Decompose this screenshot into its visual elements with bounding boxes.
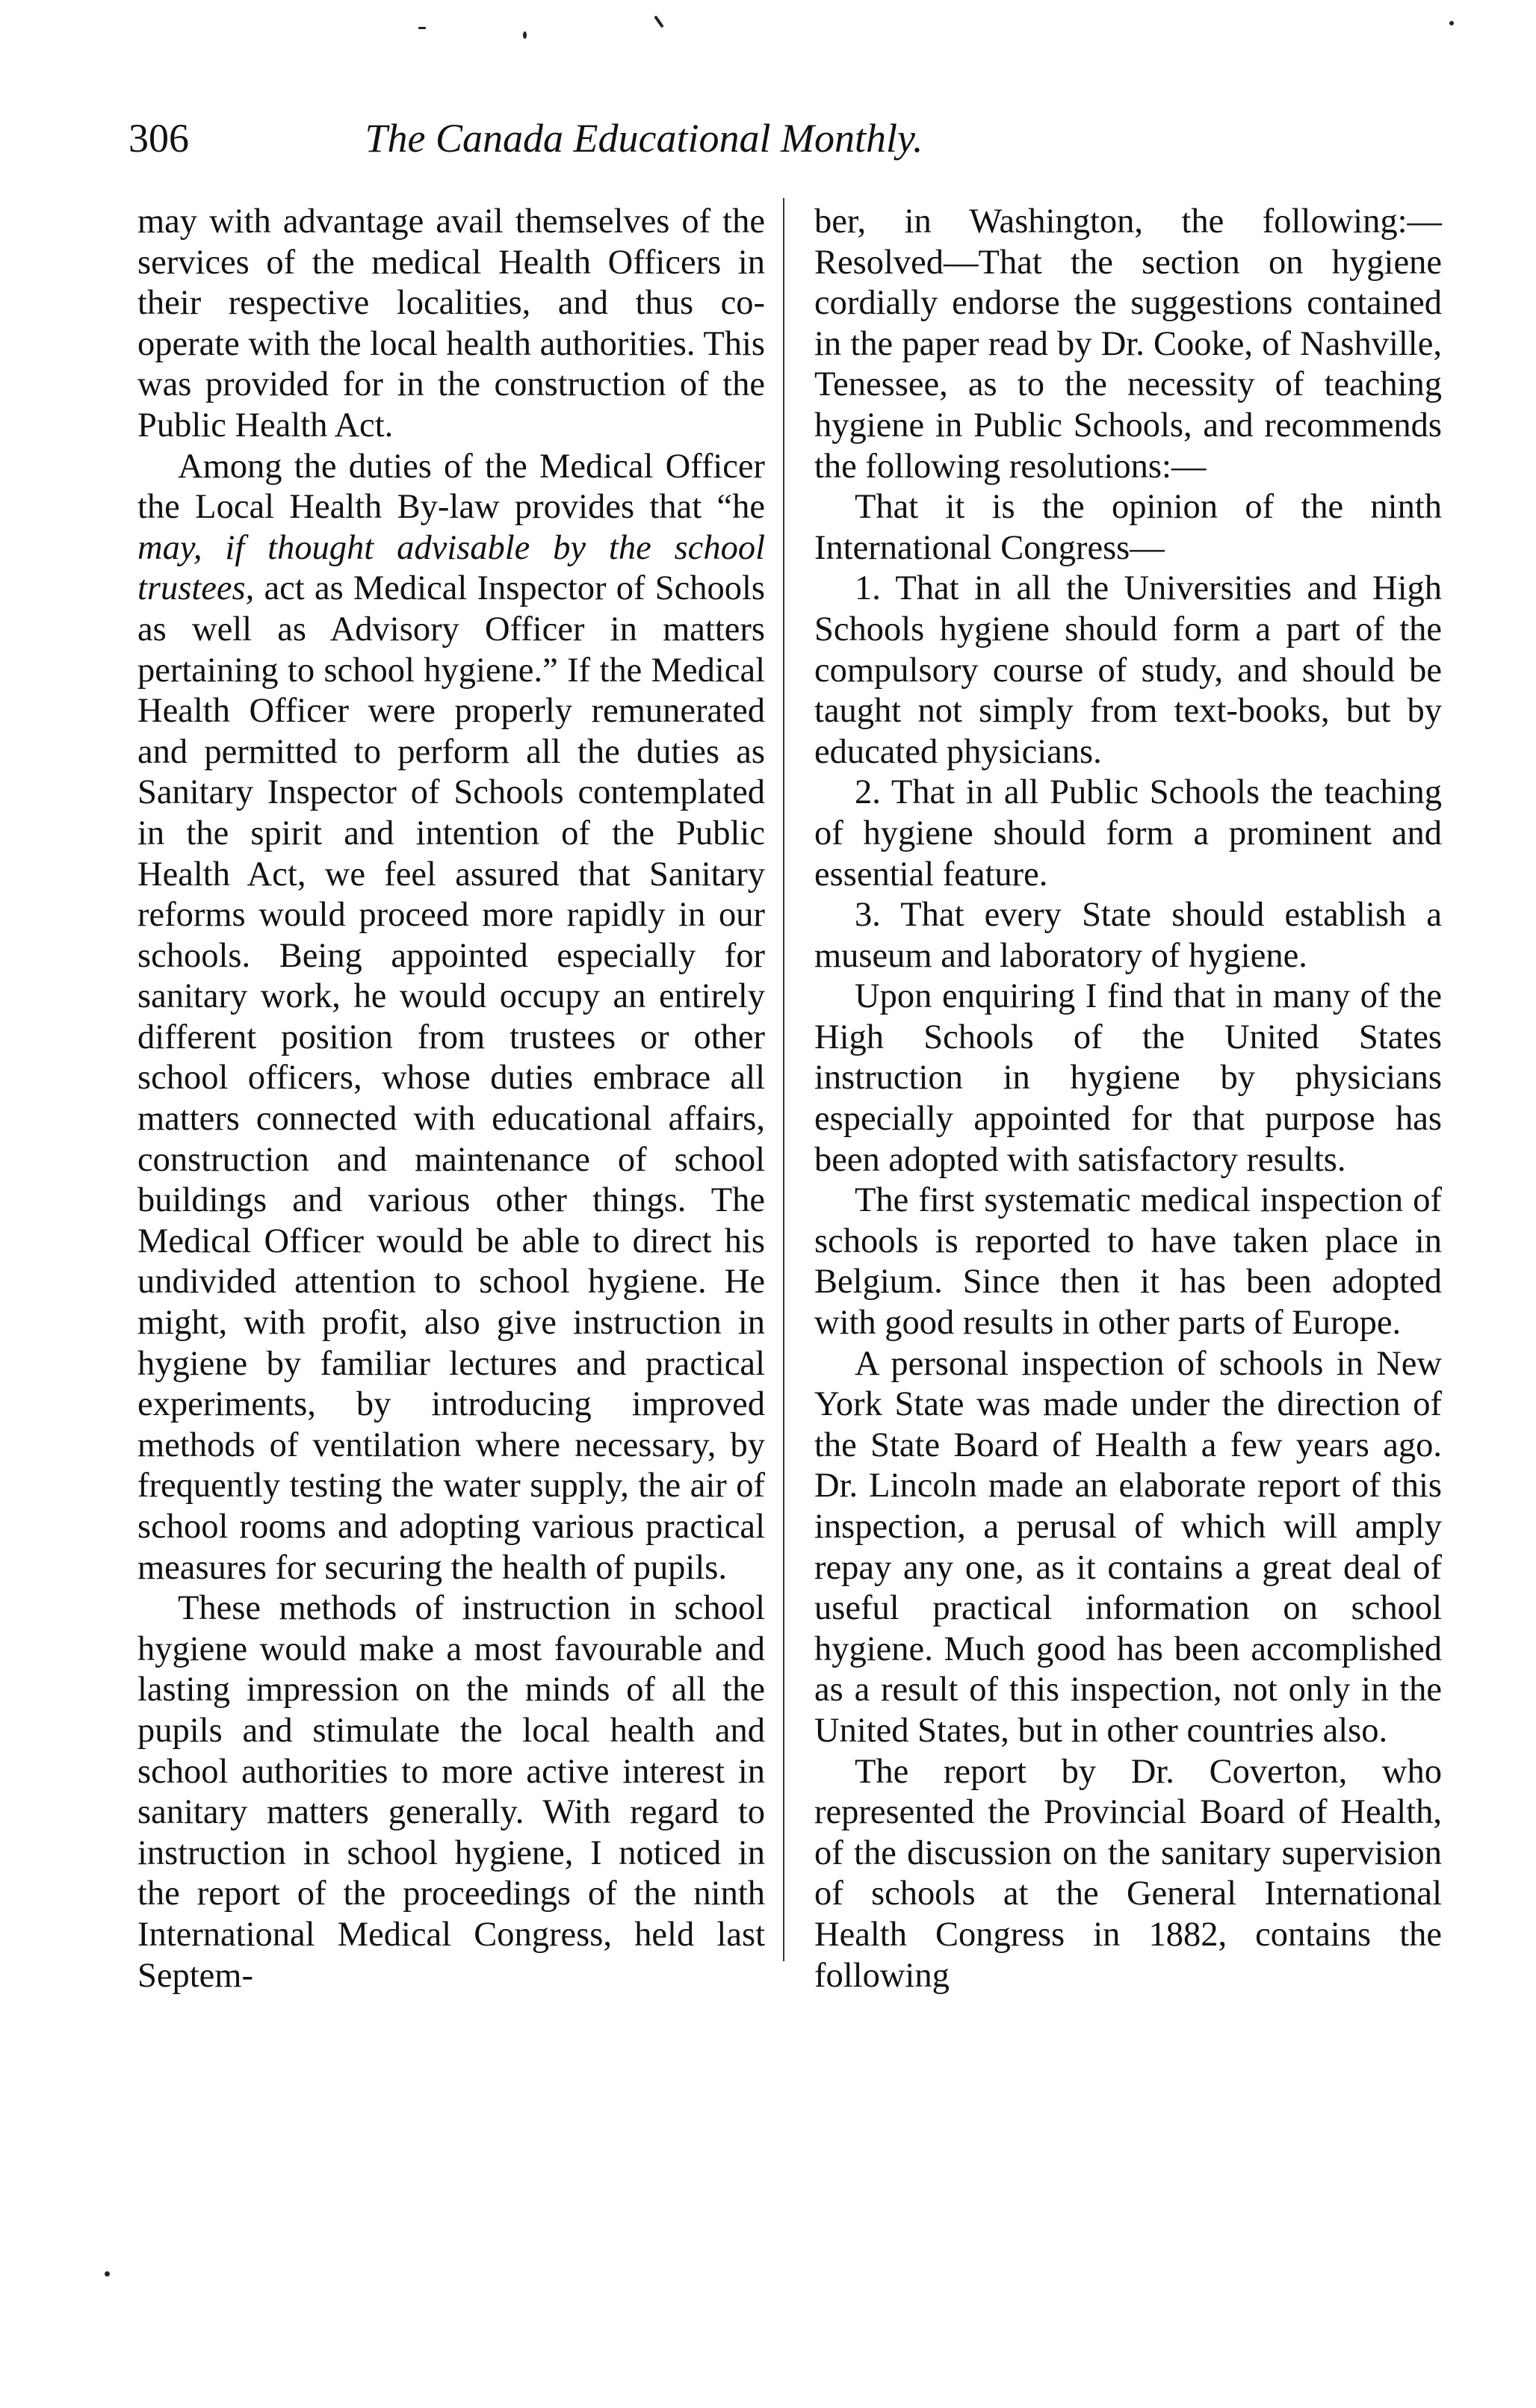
running-title: The Canada Educational Monthly. — [365, 116, 923, 161]
scan-speck — [418, 27, 426, 29]
scan-speck — [523, 31, 527, 39]
left-paragraph-2 — [137, 447, 765, 1589]
right-paragraph-4: 2. That in all Public Schools the teaching of hygiene should form a prominent and essential feature. — [814, 773, 1442, 894]
scan-speck — [1449, 21, 1454, 25]
left-paragraph-2-text-after: act as Medical Inspector of Schools as well as Advisory Officer in matters pertaining to school hygiene.” If the Medical Health Officer were properly remunerated and permitted to perform all the duties as Sanitary Inspector of Schools contemplated in the spirit and intention of the Public Health Act, we feel assured that Sanitary reforms would proceed more rapidly in our schools. Being appointed especially for sanitary work, he would occupy an entirely different position from trustees or other school officers, whose duties embrace all matters connected with educational affairs, construction and maintenance of school buildings and various other things. The Medical Officer would be able to direct his undivided attention to school hygiene. He might, with profit, also give instruction in hygiene by familiar lectures and practical experiments, by introducing improved methods of ventilation where necessary, by frequently testing the water supply, the air of school rooms and adopting various practical measures for securing the health of pupils. — [137, 569, 765, 1587]
left-paragraph-2-text-before: Among the duties of the Medical Officer the Local Health By-law provides that “he — [137, 447, 765, 527]
scan-speck — [654, 15, 664, 28]
left-paragraph-3: These methods of instruction in school hygiene would make a most favourable and lasting impression on the minds of all the pupils and stimulate the local health and school authorities to more active interest in sanitary matters generally. With regard to instruction in school hygiene, I noticed in the report of the proceedings of the ninth International Medical Congress, held last Septem- — [137, 1589, 765, 1995]
column-divider — [783, 198, 784, 1961]
right-paragraph-3: 1. That in all the Universities and High Schools hygiene should form a part of the compulsory course of study, and should be taught not simply from text-books, but by educated physicians. — [814, 569, 1442, 771]
right-paragraph-9: The report by Dr. Coverton, who represented the Provincial Board of Health, of the discussion on the sanitary supervision of schools at the General International Health Congress in 1882, contains the following — [814, 1752, 1442, 1995]
right-paragraph-7: The first systematic medical inspection of schools is reported to have taken place in Belgium. Since then it has been adopted with good results in other parts of Europe. — [814, 1181, 1442, 1343]
left-column — [137, 202, 765, 1996]
page-header — [128, 112, 1159, 172]
scan-speck — [105, 2271, 110, 2277]
page-number: 306 — [128, 116, 189, 161]
left-paragraph-1: may with advantage avail themselves of the services of the medical Health Officers in their respective localities, and thus co-operate with the local health authorities. This was provided for in the construction of the Public Health Act. — [137, 202, 765, 445]
left-paragraph-2-italic-text: may, if thought advisable by the school trustees, — [137, 528, 765, 608]
right-paragraph-2: That it is the opinion of the ninth International Congress— — [814, 488, 1442, 567]
right-paragraph-1: ber, in Washington, the following:— Resolved—That the section on hygiene cordially endorse the suggestions contained in the paper read by Dr. Cooke, of Nashville, Tenessee, as to the necessity of teaching hygiene in Public Schools, and recommends the following resolutions:— — [814, 202, 1442, 486]
right-column — [814, 202, 1442, 1996]
right-paragraph-6: Upon enquiring I find that in many of the High Schools of the United States instruction in hygiene by physicians especially appointed for that purpose has been adopted with satisfactory results. — [814, 977, 1442, 1179]
right-paragraph-8: A personal inspection of schools in New York State was made under the direction of the State Board of Health a few years ago. Dr. Lincoln made an elaborate report of this inspection, a perusal of which will amply repay any one, as it contains a great deal of useful practical information on school hygiene. Much good has been accomplished as a result of this inspection, not only in the United States, but in other countries also. — [814, 1344, 1442, 1750]
right-paragraph-5: 3. That every State should establish a museum and laboratory of hygiene. — [814, 896, 1442, 975]
